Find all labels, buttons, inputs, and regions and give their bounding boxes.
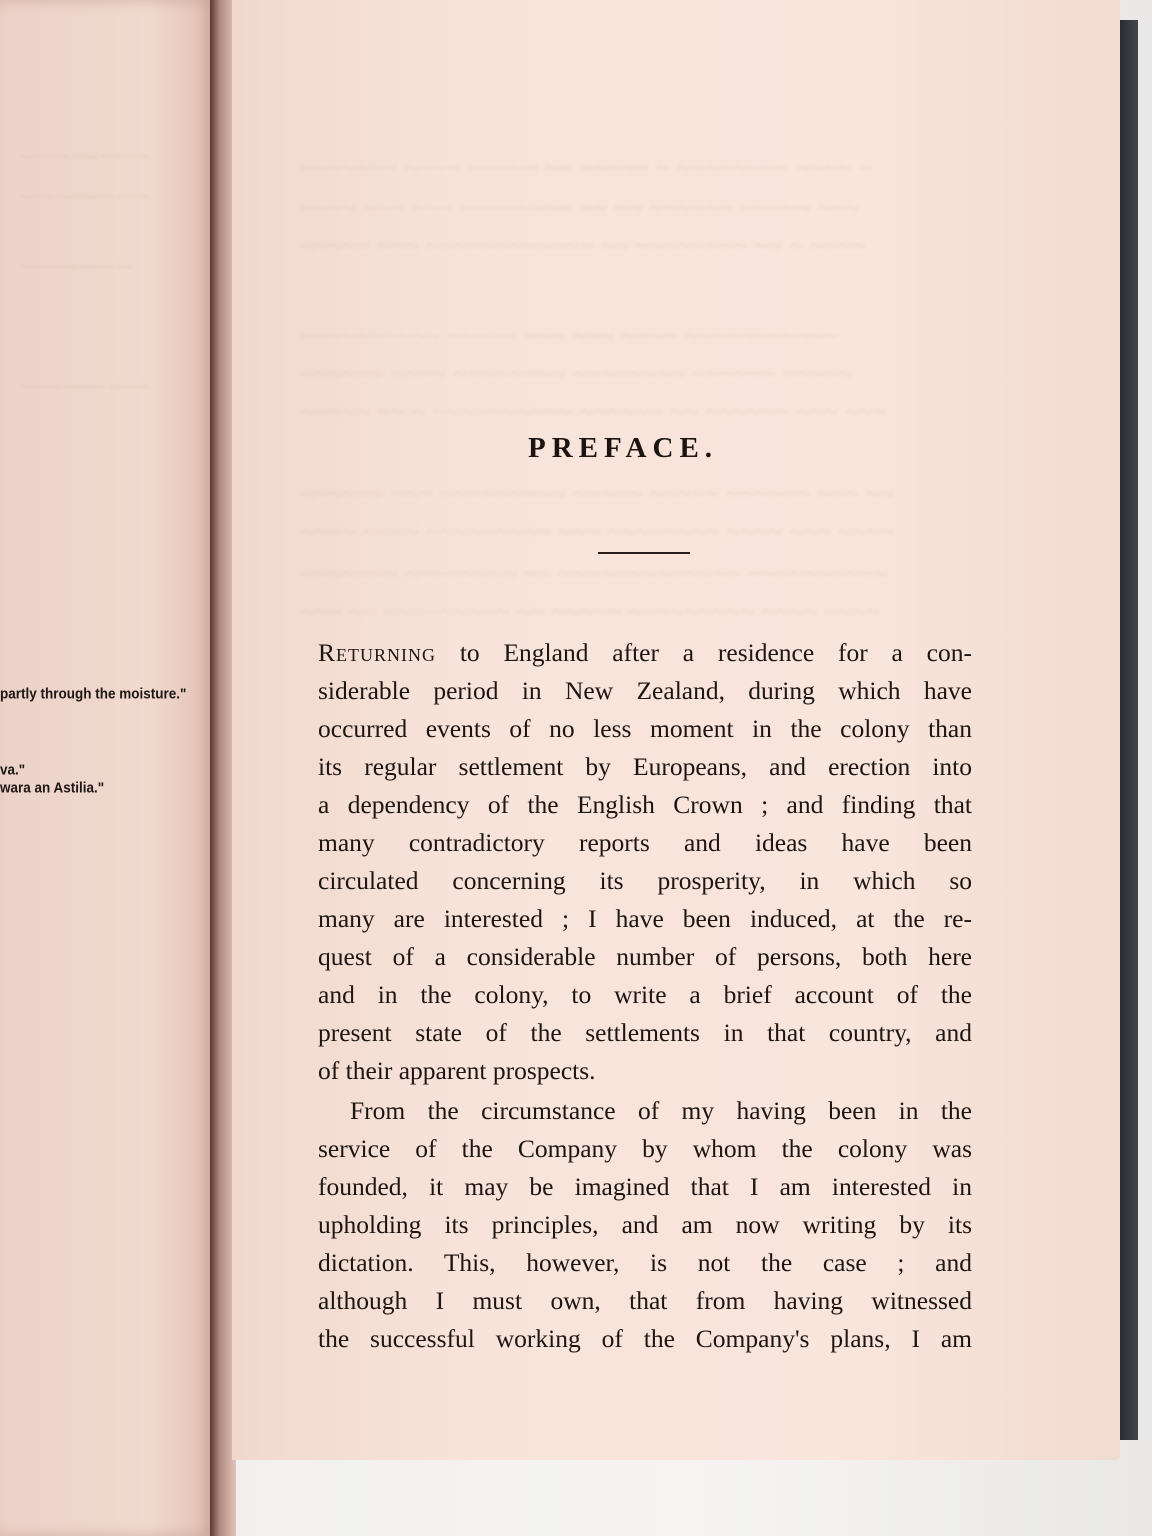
- book-cover-edge: [1120, 20, 1138, 1440]
- lead-word: Returning: [318, 638, 436, 667]
- body-text-line: service of the Company by whom the colony was: [318, 1134, 972, 1163]
- bleed-through-text: ~~~~ ~~~~ ~~~~~~~~~ ~~~ ~~~~~~~~ ~~~~ ~~~ ~~~~: [300, 519, 895, 546]
- left-page-line: wara an Astilia.": [0, 779, 105, 796]
- left-page-line: partly through the moisture.": [0, 685, 187, 702]
- body-text-line: of their apparent prospects.: [318, 1056, 596, 1085]
- body-text-line: dictation. This, however, is not the case ; and: [318, 1248, 972, 1277]
- body-text-line: a dependency of the English Crown ; and finding that: [318, 790, 972, 819]
- left-page: [0, 0, 214, 1536]
- body-text-line: From the circumstance of my having been in the: [350, 1096, 972, 1125]
- bleed-through-text: ~~~~ ~~~~~~~ ~~~~: [20, 190, 150, 206]
- body-text-line: many are interested ; I have been induced, at the re-: [318, 904, 972, 933]
- bleed-through-text: ~~~~~ ~~ ~ ~~~~~~~~~~ ~~~~~~ ~~ ~~~~~~ ~~~ ~~~: [300, 399, 887, 426]
- bleed-through-text: ~~~~~~ ~~~~ ~~~~~~~~ ~~~~~~~~ ~~~~~~ ~~~~~: [300, 361, 853, 388]
- bleed-through-text: ~~~~~~ ~~~ ~~~~~~~~~ ~~~~~ ~~~~~ ~~~~~~ ~~~ ~~: [300, 481, 895, 508]
- bleed-through-text: ~~~~~~~ ~~~~ ~~~~~ ~~ ~~~~~ ~ ~~~~~~~~ ~~~~ ~: [300, 155, 873, 182]
- body-text-line: and in the colony, to write a brief account of the: [318, 980, 972, 1009]
- body-text-line: present state of the settlements in that country, and: [318, 1018, 972, 1047]
- body-text-fragment: to England after a residence for a con-: [436, 638, 972, 667]
- bleed-through-text: ~~~~~ ~~~ ~~~~~~~~~~~~ ~~ ~~~~~~~~ ~~ ~ ~~~~: [300, 233, 867, 260]
- body-text-line: occurred events of no less moment in the colony than: [318, 714, 972, 743]
- title-rule: [598, 552, 690, 554]
- bleed-through-text: ~~~~~~~ ~~~~~~~~ ~~ ~~~~~~~~~~~~~ ~~~~~~~~~~: [300, 561, 889, 588]
- bleed-through-text: ~~~~~ ~~~~~ ~~~~~: [20, 380, 150, 396]
- body-text-line: siderable period in New Zealand, during which have: [318, 676, 972, 705]
- bleed-through-text: ~~~~~~~~~~ ~~~~~ ~~~ ~~~ ~~~~ ~~~~~~~~~~~: [300, 323, 839, 350]
- body-text-line: founded, it may be imagined that I am interested in: [318, 1172, 972, 1201]
- bleed-through-text: ~~~~~~~ ~~~~ ~~: [20, 260, 133, 276]
- body-text-line: many contradictory reports and ideas have been: [318, 828, 972, 857]
- bleed-through-text: ~~~ ~~ ~~~~~~~~~ ~~ ~~~~~ ~~~~~~~~~ ~~~~ ~~~~: [300, 599, 881, 626]
- left-page-line: va.": [0, 761, 26, 778]
- body-text-line: the successful working of the Company's plans, I am: [318, 1324, 972, 1353]
- body-text-line: [318, 634, 972, 672]
- body-text-line: quest of a considerable number of persons, both here: [318, 942, 972, 971]
- body-text-line: upholding its principles, and am now writing by its: [318, 1210, 972, 1239]
- body-text-line: although I must own, that from having witnessed: [318, 1286, 972, 1315]
- bleed-through-text: ~~~~ ~~~ ~~~ ~~~~~~~~ ~~ ~~ ~~~~~~ ~~~~~ ~~~: [300, 195, 859, 222]
- body-text-line: circulated concerning its prosperity, in which so: [318, 866, 972, 895]
- body-text-line: its regular settlement by Europeans, and erection into: [318, 752, 972, 781]
- page-title: PREFACE.: [528, 432, 719, 464]
- bleed-through-text: ~~~~~~ ~~~ ~~~~~~: [20, 150, 150, 166]
